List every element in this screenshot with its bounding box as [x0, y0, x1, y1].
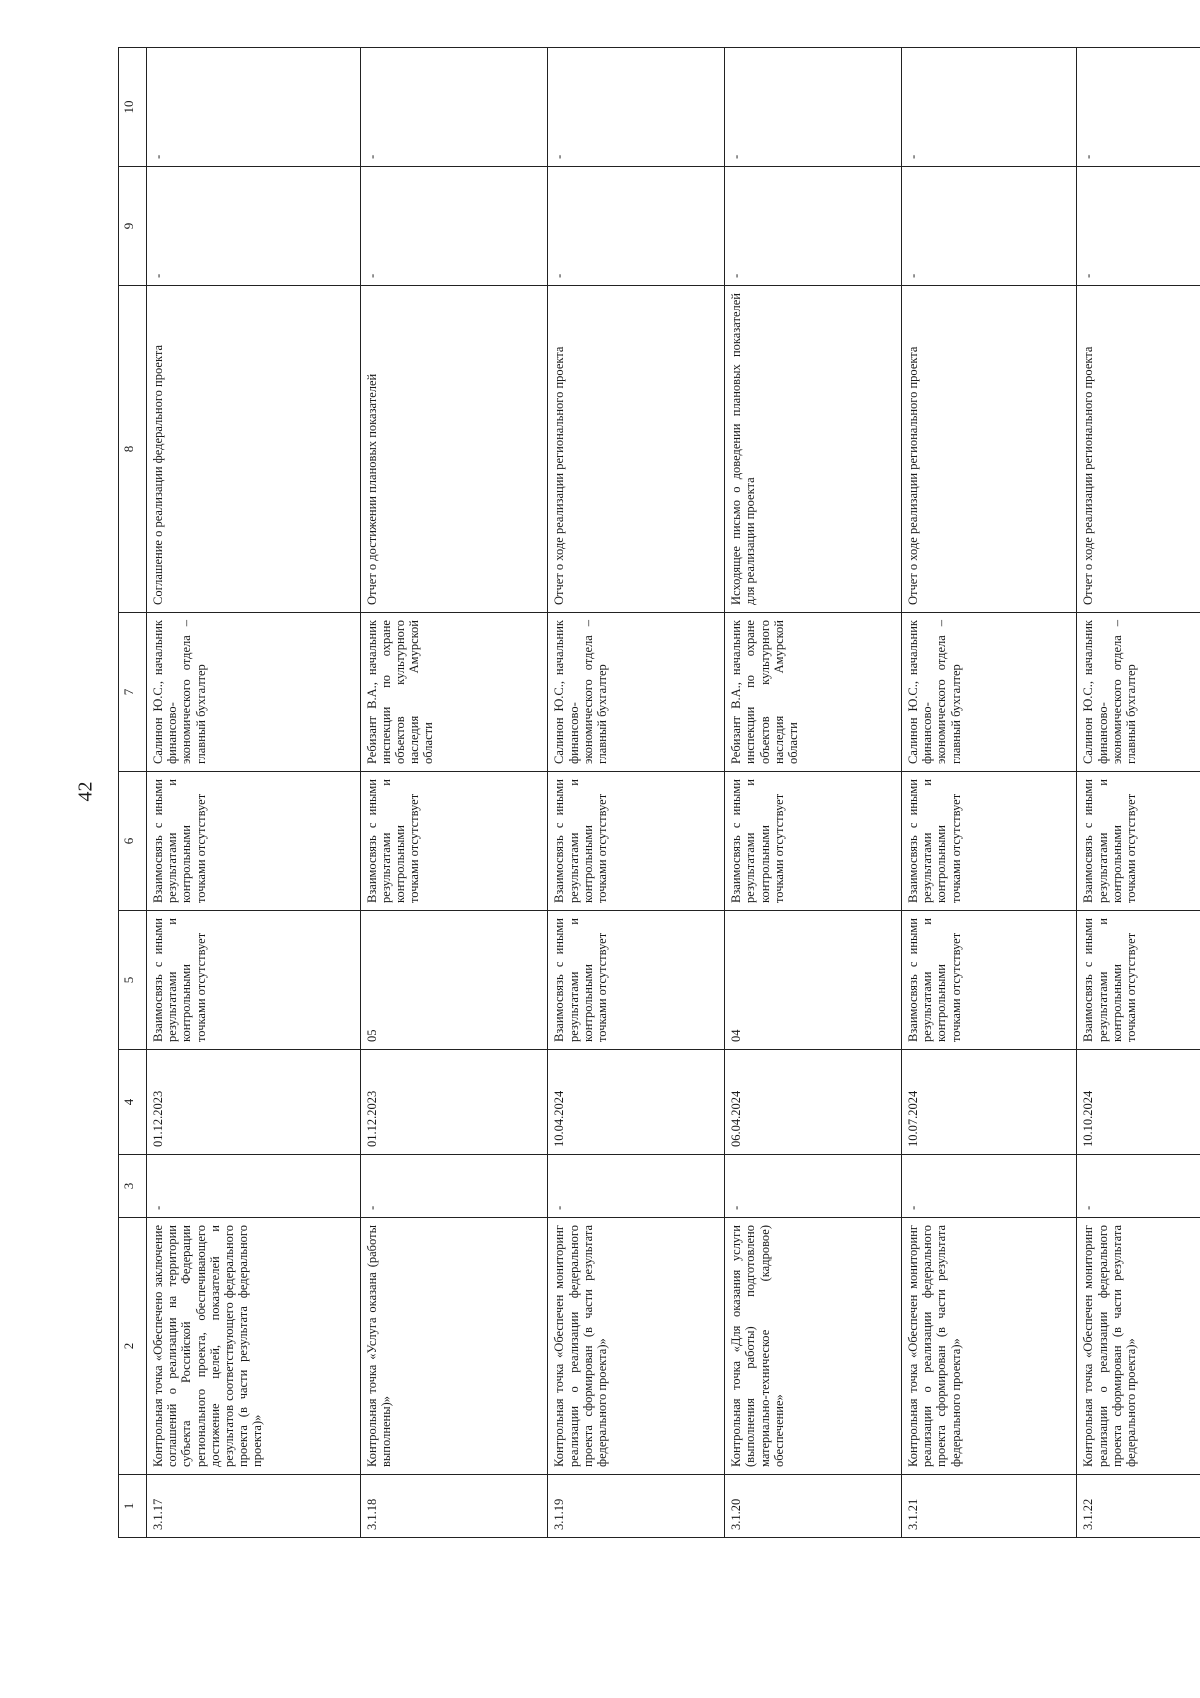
cell-col3: -	[360, 1155, 548, 1218]
cell-col6: Взаимосвязь с иными результатами и контрольными точками отсутствует	[725, 772, 902, 911]
table-frame	[118, 48, 1200, 1530]
table-row	[548, 48, 725, 1538]
table-row	[360, 48, 548, 1538]
cell-document: Отчет о ходе реализации регионального проекта	[548, 286, 725, 613]
control-points-table	[118, 47, 1200, 1538]
header-col-7: 7	[119, 613, 147, 772]
cell-number: 3.1.20	[725, 1475, 902, 1538]
cell-date: 10.07.2024	[901, 1050, 1076, 1155]
cell-col10: -	[360, 48, 548, 167]
cell-responsible: Салинон Ю.С., начальник финансово-экономического отдела – главный бухгалтер	[147, 613, 361, 772]
cell-col6: Взаимосвязь с иными результатами и контрольными точками отсутствует	[1077, 772, 1200, 911]
cell-responsible: Салинон Ю.С., начальник финансово-экономического отдела – главный бухгалтер	[901, 613, 1076, 772]
cell-col10: -	[147, 48, 361, 167]
cell-col9: -	[548, 167, 725, 286]
cell-col9: -	[901, 167, 1076, 286]
cell-number: 3.1.17	[147, 1475, 361, 1538]
table-row	[147, 48, 361, 1538]
cell-col5: Взаимосвязь с иными результатами и контрольными точками отсутствует	[147, 911, 361, 1050]
page-number: 42	[74, 781, 97, 802]
cell-control-point: Контрольная точка «Услуга оказана (работы выполнены)»	[360, 1218, 548, 1475]
cell-col10: -	[1077, 48, 1200, 167]
cell-control-point: Контрольная точка «Обеспечено заключение соглашений о реализации на территории субъекта Российской Федерации регионального проекта, обеспечивающего достижение целей, показателей и результатов соответствующего федерального проекта (в части результата федерального проекта)»	[147, 1218, 361, 1475]
cell-number: 3.1.18	[360, 1475, 548, 1538]
cell-col9: -	[147, 167, 361, 286]
cell-col10: -	[901, 48, 1076, 167]
cell-col3: -	[901, 1155, 1076, 1218]
cell-col6: Взаимосвязь с иными результатами и контрольными точками отсутствует	[147, 772, 361, 911]
cell-document: Отчет о достижении плановых показателей	[360, 286, 548, 613]
cell-col5: Взаимосвязь с иными результатами и контрольными точками отсутствует	[548, 911, 725, 1050]
cell-col6: Взаимосвязь с иными результатами и контрольными точками отсутствует	[548, 772, 725, 911]
header-col-5: 5	[119, 911, 147, 1050]
cell-responsible: Ребизант В.А., начальник инспекции по охране объектов культурного наследия Амурской области	[360, 613, 548, 772]
cell-responsible: Салинон Ю.С., начальник финансово-экономического отдела – главный бухгалтер	[1077, 613, 1200, 772]
header-col-6: 6	[119, 772, 147, 911]
cell-date: 10.10.2024	[1077, 1050, 1200, 1155]
header-col-8: 8	[119, 286, 147, 613]
cell-col5: 05	[360, 911, 548, 1050]
header-col-9: 9	[119, 167, 147, 286]
header-col-4: 4	[119, 1050, 147, 1155]
table-row	[901, 48, 1076, 1538]
cell-col9: -	[725, 167, 902, 286]
rotated-table-container	[118, 48, 1200, 1538]
cell-date: 06.04.2024	[725, 1050, 902, 1155]
cell-date: 01.12.2023	[147, 1050, 361, 1155]
table-row	[1077, 48, 1200, 1538]
cell-number: 3.1.22	[1077, 1475, 1200, 1538]
header-col-10: 10	[119, 48, 147, 167]
cell-document: Отчет о ходе реализации регионального проекта	[901, 286, 1076, 613]
cell-control-point: Контрольная точка «Обеспечен мониторинг реализации о реализации федерального проекта сформирован (в части результата федерального проекта)»	[548, 1218, 725, 1475]
cell-col9: -	[360, 167, 548, 286]
cell-col6: Взаимосвязь с иными результатами и контрольными точками отсутствует	[901, 772, 1076, 911]
header-col-3: 3	[119, 1155, 147, 1218]
cell-col3: -	[725, 1155, 902, 1218]
table-row	[725, 48, 902, 1538]
cell-col3: -	[147, 1155, 361, 1218]
cell-number: 3.1.19	[548, 1475, 725, 1538]
cell-document: Отчет о ходе реализации регионального проекта	[1077, 286, 1200, 613]
cell-document: Соглашение о реализации федерального проекта	[147, 286, 361, 613]
cell-date: 10.04.2024	[548, 1050, 725, 1155]
cell-col5: Взаимосвязь с иными результатами и контрольными точками отсутствует	[1077, 911, 1200, 1050]
cell-control-point: Контрольная точка «Обеспечен мониторинг реализации о реализации федерального проекта сформирован (в части результата федерального проекта)»	[1077, 1218, 1200, 1475]
cell-col10: -	[725, 48, 902, 167]
cell-col5: 04	[725, 911, 902, 1050]
header-row	[119, 48, 147, 1538]
cell-responsible: Салинон Ю.С., начальник финансово-экономического отдела – главный бухгалтер	[548, 613, 725, 772]
cell-control-point: Контрольная точка «Для оказания услуги (выполнения работы) подготовлено материально-техническое (кадровое) обеспечение»	[725, 1218, 902, 1475]
cell-col3: -	[548, 1155, 725, 1218]
cell-col6: Взаимосвязь с иными результатами и контрольными точками отсутствует	[360, 772, 548, 911]
cell-control-point: Контрольная точка «Обеспечен мониторинг реализации о реализации федерального проекта сформирован (в части результата федерального проекта)»	[901, 1218, 1076, 1475]
cell-col9: -	[1077, 167, 1200, 286]
cell-document: Исходящее письмо о доведении плановых показателей для реализации проекта	[725, 286, 902, 613]
cell-col3: -	[1077, 1155, 1200, 1218]
header-col-1: 1	[119, 1475, 147, 1538]
cell-responsible: Ребизант В.А., начальник инспекции по охране объектов культурного наследия Амурской области	[725, 613, 902, 772]
cell-col5: Взаимосвязь с иными результатами и контрольными точками отсутствует	[901, 911, 1076, 1050]
cell-date: 01.12.2023	[360, 1050, 548, 1155]
cell-col10: -	[548, 48, 725, 167]
header-col-2: 2	[119, 1218, 147, 1475]
cell-number: 3.1.21	[901, 1475, 1076, 1538]
